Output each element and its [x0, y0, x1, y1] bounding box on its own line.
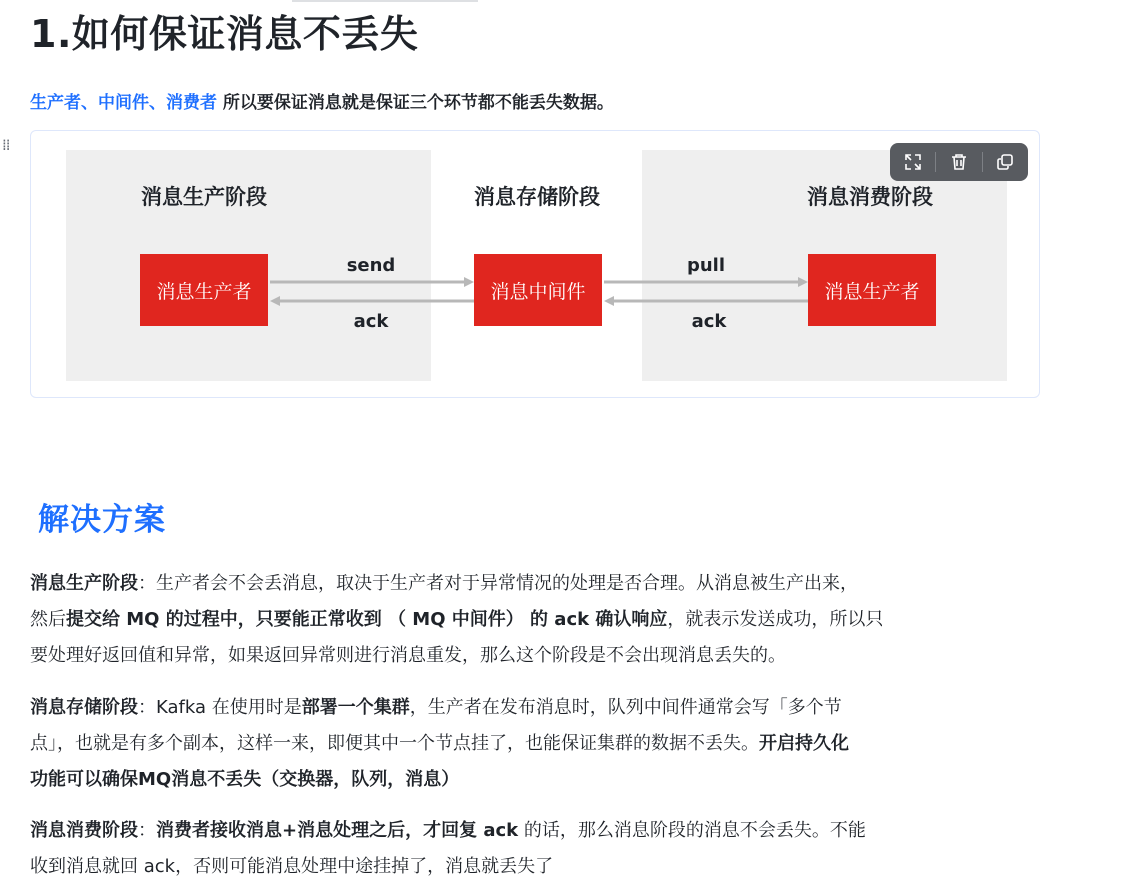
- scroll-indicator: [292, 0, 478, 2]
- p3-text-1: ：: [138, 820, 156, 841]
- p3-text-3: 收到消息就回 ack，否则可能消息处理中途挂掉了，消息就丢失了: [30, 856, 554, 877]
- pull-arrowhead: [798, 277, 808, 287]
- p1-text-3: ，就表示发送成功，所以只: [667, 609, 884, 630]
- producer-box: 消息生产者: [140, 254, 268, 326]
- ack-arrowhead-left: [270, 296, 280, 306]
- p2-text-3: 点」，也就是有多个副本，这样一来，即便其中一个节点挂了，也能保证集群的数据不丢失。: [30, 733, 759, 754]
- intro-highlight: 生产者、中间件、消费者: [30, 93, 217, 113]
- p1-text-1: ：生产者会不会丢消息，取决于生产者对于异常情况的处理是否合理。从消息被生产出来，: [138, 573, 858, 594]
- p1-bold-2: 提交给 MQ 的过程中，只要能正常收到 （ MQ 中间件） 的 ack 确认响应: [66, 609, 668, 630]
- ack-label-left: ack: [353, 311, 389, 332]
- paragraph-consume: [30, 813, 1050, 885]
- paragraph-produce: [30, 566, 1050, 674]
- stage-title-produce: 消息生产阶段: [141, 185, 267, 209]
- stage-title-consume: 消息消费阶段: [807, 185, 933, 209]
- p1-bold-1: 消息生产阶段: [30, 573, 138, 594]
- image-toolbar: [890, 143, 1028, 181]
- p1-text-2: 然后: [30, 609, 66, 630]
- trash-icon[interactable]: [936, 143, 981, 181]
- p3-bold-1: 消息消费阶段: [30, 820, 138, 841]
- p1-text-4: 要处理好返回值和异常，如果返回异常则进行消息重发，那么这个阶段是不会出现消息丢失的。: [30, 645, 786, 666]
- stage-title-store: 消息存储阶段: [474, 185, 600, 209]
- copy-icon[interactable]: [983, 143, 1028, 181]
- paragraph-store: [30, 690, 1050, 798]
- p2-bold-2: 部署一个集群: [301, 697, 410, 718]
- page-title: 1.如何保证消息不丢失: [30, 12, 419, 56]
- ack-arrowhead-right: [604, 296, 614, 306]
- send-arrowhead: [464, 277, 474, 287]
- pull-label: pull: [686, 255, 726, 276]
- p2-text-1: ：Kafka 在使用时是: [138, 697, 302, 718]
- expand-icon[interactable]: [890, 143, 935, 181]
- p2-bold-3: 开启持久化: [759, 733, 849, 754]
- send-label: send: [346, 255, 396, 276]
- consumer-box: 消息生产者: [808, 254, 936, 326]
- p3-text-2: 的话，那么消息阶段的消息不会丢失。不能: [518, 820, 866, 841]
- middleware-box: 消息中间件: [474, 254, 602, 326]
- solution-heading: 解决方案: [38, 502, 166, 538]
- intro-paragraph: [30, 90, 614, 116]
- ack-label-right: ack: [691, 311, 727, 332]
- p2-bold-4: 功能可以确保MQ消息不丢失（交换器，队列，消息）: [30, 769, 460, 790]
- p2-bold-1: 消息存储阶段: [30, 697, 138, 718]
- intro-text: 所以要保证消息就是保证三个环节都不能丢失数据。: [217, 93, 614, 113]
- p2-text-2: ，生产者在发布消息时，队列中间件通常会写「多个节: [409, 697, 842, 718]
- p3-bold-2: 消费者接收消息+消息处理之后，才回复 ack: [156, 820, 519, 841]
- block-drag-handle-icon[interactable]: ⁞⁞: [2, 136, 10, 154]
